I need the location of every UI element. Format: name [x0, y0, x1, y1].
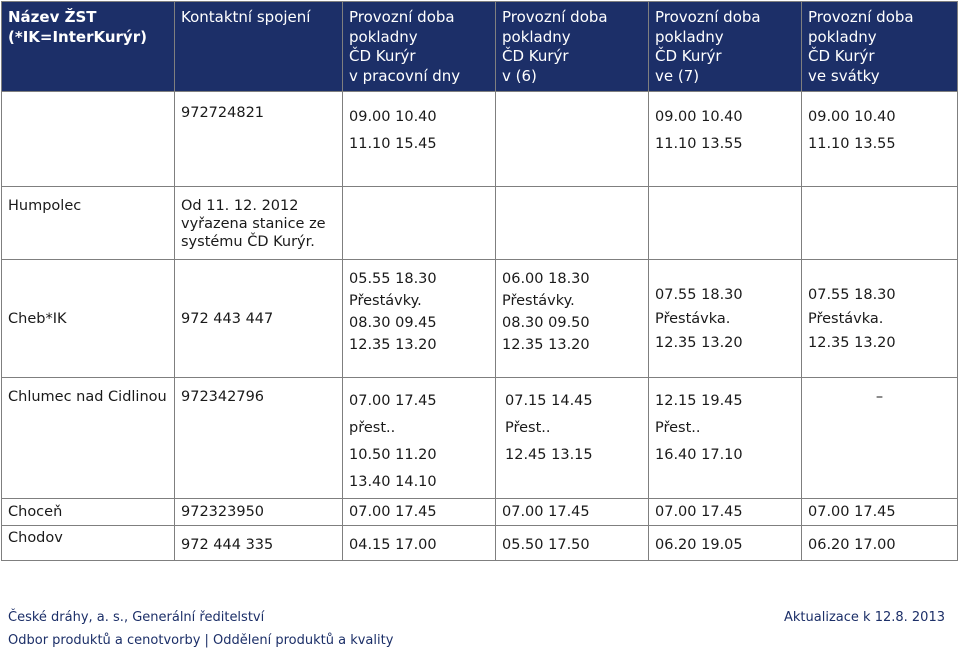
weekday-hours: [343, 187, 496, 260]
holiday-hours: –: [802, 378, 958, 499]
footer-department: Odbor produktů a cenotvorby | Oddělení produktů a kvality: [8, 633, 394, 648]
holiday-hours: 07.55 18.30 Přestávka. 12.35 13.20: [802, 260, 958, 378]
weekday-hours: 07.00 17.45: [343, 499, 496, 526]
station-name: Choceň: [2, 499, 175, 526]
saturday-hours: 07.15 14.45 Přest.. 12.45 13.15: [496, 378, 649, 499]
weekday-hours: 04.15 17.00: [343, 526, 496, 561]
header-saturday: Provozní doba pokladny ČD Kurýr v (6): [496, 2, 649, 92]
saturday-hours: [496, 187, 649, 260]
weekday-hours: 07.00 17.45 přest.. 10.50 11.20 13.40 14.10: [343, 378, 496, 499]
contact-cell: 972724821: [175, 92, 343, 187]
sunday-hours: 06.20 19.05: [649, 526, 802, 561]
footer-updated: Aktualizace k 12.8. 2013: [784, 610, 945, 625]
holiday-hours: [802, 187, 958, 260]
header-holiday: Provozní doba pokladny ČD Kurýr ve svátky: [802, 2, 958, 92]
holiday-hours: 09.00 10.40 11.10 13.55: [802, 92, 958, 187]
saturday-hours: 06.00 18.30 Přestávky. 08.30 09.50 12.35 13.20: [496, 260, 649, 378]
station-name: Humpolec: [2, 187, 175, 260]
station-name: Cheb*IK: [2, 260, 175, 378]
footer-company: České dráhy, a. s., Generální ředitelství: [8, 610, 265, 625]
contact-cell: 972323950: [175, 499, 343, 526]
sunday-hours: 07.00 17.45: [649, 499, 802, 526]
table-row: [2, 187, 958, 260]
table-row: [2, 499, 958, 526]
saturday-hours: [496, 92, 649, 187]
holiday-hours: 06.20 17.00: [802, 526, 958, 561]
table-row: [2, 378, 958, 499]
header-contact: Kontaktní spojení: [175, 2, 343, 92]
sunday-hours: 12.15 19.45 Přest.. 16.40 17.10: [649, 378, 802, 499]
holiday-hours: 07.00 17.45: [802, 499, 958, 526]
contact-cell: 972342796: [175, 378, 343, 499]
saturday-hours: 07.00 17.45: [496, 499, 649, 526]
sunday-hours: 07.55 18.30 Přestávka. 12.35 13.20: [649, 260, 802, 378]
header-sunday: Provozní doba pokladny ČD Kurýr ve (7): [649, 2, 802, 92]
sunday-hours: [649, 187, 802, 260]
sunday-hours: 09.00 10.40 11.10 13.55: [649, 92, 802, 187]
table-row: [2, 526, 958, 561]
station-name: Chlumec nad Cidlinou: [2, 378, 175, 499]
header-weekday: Provozní doba pokladny ČD Kurýr v pracovní dny: [343, 2, 496, 92]
contact-cell: 972 444 335: [175, 526, 343, 561]
header-station: Název ŽST (*IK=InterKurýr): [2, 2, 175, 92]
contact-cell: Od 11. 12. 2012 vyřazena stanice ze systému ČD Kurýr.: [175, 187, 343, 260]
header-row: [2, 2, 958, 92]
station-name: [2, 92, 175, 187]
weekday-hours: 09.00 10.40 11.10 15.45: [343, 92, 496, 187]
table-row: [2, 92, 958, 187]
weekday-hours: 05.55 18.30 Přestávky. 08.30 09.45 12.35 13.20: [343, 260, 496, 378]
station-name: Chodov: [2, 526, 175, 561]
table-row: [2, 260, 958, 378]
station-table: [1, 1, 958, 561]
contact-cell: 972 443 447: [175, 260, 343, 378]
saturday-hours: 05.50 17.50: [496, 526, 649, 561]
